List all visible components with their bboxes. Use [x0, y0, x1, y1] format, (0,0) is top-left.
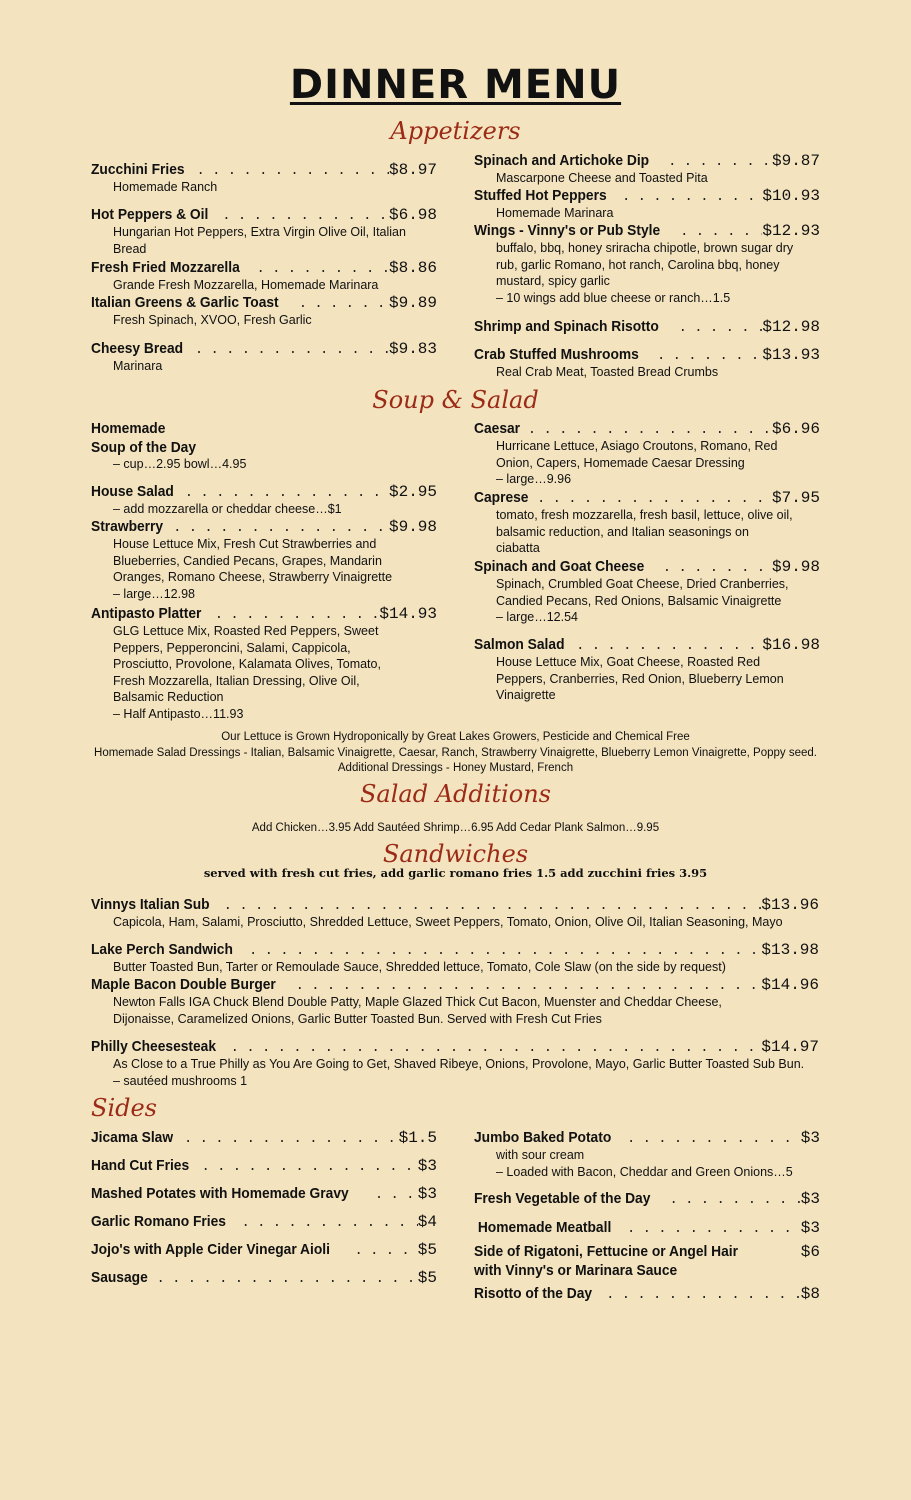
item-price: $13.96 [761, 896, 819, 914]
item-price: $9.83 [388, 340, 437, 358]
leader-dots [664, 154, 772, 169]
leader-dots [245, 943, 761, 958]
item-price: $14.96 [761, 976, 819, 994]
leader-dots [169, 520, 389, 535]
salad-item [474, 636, 820, 704]
item-name: Garlic Romano Fries [91, 1213, 226, 1230]
item-name: Spinach and Goat Cheese [474, 558, 645, 575]
side-item [474, 1242, 820, 1280]
appetizer-item [474, 318, 820, 336]
side-item [91, 1213, 437, 1231]
item-price: $3 [417, 1157, 437, 1175]
appetizer-item [474, 152, 820, 187]
item-price: $5 [417, 1241, 437, 1259]
item-price: $1.5 [398, 1129, 437, 1147]
item-price: $3 [417, 1185, 437, 1203]
sandwich-note: served with fresh cut fries, add garlic romano fries 1.5 add zucchini fries 3.95 [203, 866, 708, 880]
leader-dots [198, 1159, 418, 1174]
item-price: $4 [417, 1213, 437, 1231]
item-name: Wings - Vinny's or Pub Style [474, 222, 661, 239]
salad-item [91, 518, 437, 602]
item-description: As Close to a True Philly as You Are Going to Get, Shaved Ribeye, Onions, Provolone, Mayo, Garlic Butter Toasted Sub Bun. [113, 1057, 805, 1071]
item-description: Butter Toasted Bun, Tarter or Remoulade Sauce, Shredded lettuce, Tomato, Cole Slaw (on the side by request) [113, 960, 726, 974]
leader-dots [371, 1187, 418, 1202]
leader-dots [181, 485, 389, 500]
item-description-extra: – Loaded with Bacon, Cheddar and Green Onions…5 [496, 1164, 793, 1179]
item-price: $12.93 [762, 222, 820, 240]
item-name: Mashed Potates with Homemade Gravy [91, 1185, 349, 1202]
item-name: House Salad [91, 483, 174, 500]
appetizer-item [474, 346, 820, 381]
item-description: Hurricane Lettuce, Asiago Croutons, Romano, Red Onion, Capers, Homemade Caesar Dressing [496, 439, 778, 470]
side-item [474, 1219, 820, 1237]
item-description: with sour cream [496, 1148, 585, 1162]
salad-notes [0, 730, 911, 777]
menu-title: DINNER MENU [289, 62, 622, 108]
item-price: $2.95 [388, 483, 437, 501]
item-name: Philly Cheesesteak [91, 1038, 217, 1055]
item-name: Crab Stuffed Mushrooms [474, 346, 639, 363]
item-name: Strawberry [91, 518, 164, 535]
appetizer-item [474, 222, 820, 306]
item-name: Zucchini Fries [91, 161, 185, 178]
side-item [474, 1190, 820, 1208]
item-description: – add mozzarella or cheddar cheese…$1 [113, 502, 342, 516]
item-price: $3 [800, 1129, 820, 1147]
item-price: $9.87 [771, 152, 820, 170]
item-description-extra: – Half Antipasto…11.93 [113, 706, 244, 721]
item-price: $13.93 [762, 346, 820, 364]
sandwich-item [91, 1038, 819, 1089]
side-item [91, 1157, 437, 1175]
item-price: $6.96 [771, 420, 820, 438]
item-description-extra: – sautéed mushrooms 1 [113, 1073, 248, 1088]
item-price: $6 [800, 1243, 820, 1261]
leader-dots [666, 1192, 801, 1207]
leader-dots [180, 1131, 398, 1146]
item-name: Side of Rigatoni, Fettucine or Angel Hair with Vinny's or Marinara Sauce [474, 1243, 739, 1279]
item-name: Jicama Slaw [91, 1129, 174, 1146]
item-name: Hand Cut Fries [91, 1157, 190, 1174]
item-price: $8 [800, 1285, 820, 1303]
appetizer-item [91, 206, 437, 257]
item-description: Homemade Marinara [496, 206, 614, 220]
item-description-extra: – large…9.96 [496, 472, 572, 486]
item-price: $9.98 [388, 518, 437, 536]
leader-dots [623, 1221, 801, 1236]
item-description: Homemade Ranch [113, 180, 218, 194]
item-description: Fresh Spinach, XVOO, Fresh Garlic [113, 313, 312, 327]
item-name: Jumbo Baked Potato [474, 1129, 612, 1146]
leader-dots [292, 978, 762, 993]
appetizer-item [91, 161, 437, 196]
leader-dots [524, 422, 772, 437]
item-price: $8.97 [388, 161, 437, 179]
item-price: $8.86 [388, 259, 437, 277]
leader-dots [295, 296, 389, 311]
item-description: Marinara [113, 359, 163, 373]
salad-additions-text: Add Chicken…3.95 Add Sautéed Shrimp…6.95 Add Cedar Plank Salmon…9.95 [251, 822, 660, 834]
item-description: Spinach, Crumbled Goat Cheese, Dried Cranberries, Candied Pecans, Red Onions, Balsamic Vinaigrette [496, 577, 789, 608]
item-price: $14.97 [761, 1038, 819, 1056]
appetizer-item [91, 294, 437, 329]
side-item [91, 1185, 437, 1203]
item-description: Real Crab Meat, Toasted Bread Crumbs [496, 365, 719, 379]
leader-dots [153, 1271, 418, 1286]
dressings-note: Homemade Salad Dressings - Italian, Balsamic Vinaigrette, Caesar, Ranch, Strawberry Vinaigrette, Blueberry Lemon Vinaigrette, Poppy seed. [94, 746, 817, 759]
item-price: $9.98 [771, 558, 820, 576]
leader-dots [211, 607, 379, 622]
leader-dots [193, 163, 389, 178]
item-description: – cup…2.95 bowl…4.95 [113, 457, 247, 471]
side-item [91, 1269, 437, 1287]
item-name: Homemade [91, 420, 166, 437]
leader-dots [572, 638, 762, 653]
item-name: Salmon Salad [474, 636, 565, 653]
leader-dots [618, 189, 762, 204]
item-description-extra: – large…12.54 [496, 610, 579, 624]
item-name: Fresh Fried Mozzarella [91, 259, 240, 276]
item-name: Sausage [91, 1269, 148, 1286]
item-name: Stuffed Hot Peppers [474, 187, 607, 204]
item-price: $10.93 [762, 187, 820, 205]
item-price: $6.98 [388, 206, 437, 224]
item-price: $3 [800, 1190, 820, 1208]
additional-dressings-note: Additional Dressings - Honey Mustard, French [337, 762, 574, 774]
salad-item [91, 483, 437, 518]
leader-dots [675, 320, 763, 335]
item-description: Newton Falls IGA Chuck Blend Double Patty, Maple Glazed Thick Cut Bacon, Muenster and Cheddar Cheese, Dijonaisse, Caramelized Onions, Garlic Butter Toasted Bun. Served with Fresh Cut Fries [113, 995, 722, 1026]
item-description: Hungarian Hot Peppers, Extra Virgin Olive Oil, Italian Bread [113, 225, 406, 256]
leader-dots [238, 1215, 418, 1230]
sandwich-item [91, 941, 819, 976]
item-description-extra: – 10 wings add blue cheese or ranch…1.5 [496, 290, 731, 305]
appetizer-item [91, 340, 437, 375]
leader-dots [253, 261, 389, 276]
item-description: GLG Lettuce Mix, Roasted Red Peppers, Sweet Peppers, Pepperoncini, Salami, Cappicola, Prosciutto, Provolone, Kalamata Olives, Tomato, Fresh Mozzarella, Italian Dressing, Olive Oil, Balsamic Reduction [113, 624, 381, 704]
sides-heading: Sides [91, 1094, 157, 1122]
side-item [474, 1129, 820, 1180]
leader-dots [219, 208, 389, 223]
leader-dots [676, 224, 762, 239]
leader-dots [653, 348, 762, 363]
appetizer-item [474, 187, 820, 222]
leader-dots [602, 1287, 800, 1302]
leader-dots [659, 560, 772, 575]
item-name: Homemade Meatball [474, 1219, 612, 1236]
lettuce-note: Our Lettuce is Grown Hydroponically by Great Lakes Growers, Pesticide and Chemical Free [221, 731, 690, 743]
salad-additions-heading: Salad Additions [359, 780, 551, 808]
item-price: $16.98 [762, 636, 820, 654]
item-price: $13.98 [761, 941, 819, 959]
item-price: $7.95 [771, 489, 820, 507]
side-item [91, 1241, 437, 1259]
soup-item [91, 420, 437, 473]
soup-salad-heading: Soup & Salad [372, 386, 539, 414]
item-description: Capicola, Ham, Salami, Prosciutto, Shredded Lettuce, Sweet Peppers, Tomato, Onion, Olive Oil, Italian Seasoning, Mayo [113, 915, 783, 929]
leader-dots [227, 1040, 761, 1055]
item-price: $5 [417, 1269, 437, 1287]
item-name: Jojo's with Apple Cider Vinegar Aioli [91, 1241, 330, 1258]
salad-item [91, 605, 437, 722]
item-description: House Lettuce Mix, Goat Cheese, Roasted Red Peppers, Cranberries, Red Onion, Blueberry Lemon Vinaigrette [496, 655, 784, 702]
item-name: Maple Bacon Double Burger [91, 976, 276, 993]
leader-dots [623, 1131, 801, 1146]
item-price: $9.89 [388, 294, 437, 312]
item-price: $3 [800, 1219, 820, 1237]
salad-item [474, 489, 820, 557]
item-name: Caprese [474, 489, 529, 506]
leader-dots [351, 1243, 418, 1258]
item-description: buffalo, bbq, honey sriracha chipotle, brown sugar dry rub, garlic Romano, hot ranch, Carolina bbq, honey mustard, spicy garlic [496, 241, 794, 288]
item-name: Italian Greens & Garlic Toast [91, 294, 279, 311]
item-name: Caesar [474, 420, 521, 437]
leader-dots [533, 491, 772, 506]
item-description: Grande Fresh Mozzarella, Homemade Marinara [113, 278, 379, 292]
appetizers-heading: Appetizers [390, 117, 521, 145]
appetizer-item [91, 259, 437, 294]
item-name: Shrimp and Spinach Risotto [474, 318, 659, 335]
item-description: Mascarpone Cheese and Toasted Pita [496, 171, 708, 185]
sandwich-item [91, 896, 819, 931]
item-name-line2: Soup of the Day [91, 439, 197, 456]
item-name: Cheesy Bread [91, 340, 184, 357]
item-description-extra: – large…12.98 [113, 586, 196, 601]
item-description: House Lettuce Mix, Fresh Cut Strawberries and Blueberries, Candied Pecans, Grapes, Mandarin Oranges, Romano Cheese, Strawberry Vinaigrette [113, 537, 393, 584]
item-name: Lake Perch Sandwich [91, 941, 233, 958]
item-name: Hot Peppers & Oil [91, 206, 209, 223]
leader-dots [191, 342, 389, 357]
item-price: $14.93 [379, 605, 437, 623]
salad-item [474, 558, 820, 626]
item-name: Risotto of the Day [474, 1285, 593, 1302]
leader-dots [220, 898, 761, 913]
item-price: $12.98 [762, 318, 820, 336]
item-description: tomato, fresh mozzarella, fresh basil, lettuce, olive oil, balsamic reduction, and Italian seasonings on ciabatta [496, 508, 793, 555]
sandwiches-heading: Sandwiches [382, 840, 529, 868]
salad-item [474, 420, 820, 488]
item-name: Fresh Vegetable of the Day [474, 1190, 651, 1207]
side-item [474, 1285, 820, 1303]
item-name: Vinnys Italian Sub [91, 896, 210, 913]
sandwich-item [91, 976, 819, 1027]
item-name: Antipasto Platter [91, 605, 202, 622]
item-name: Spinach and Artichoke Dip [474, 152, 650, 169]
side-item [91, 1129, 437, 1147]
